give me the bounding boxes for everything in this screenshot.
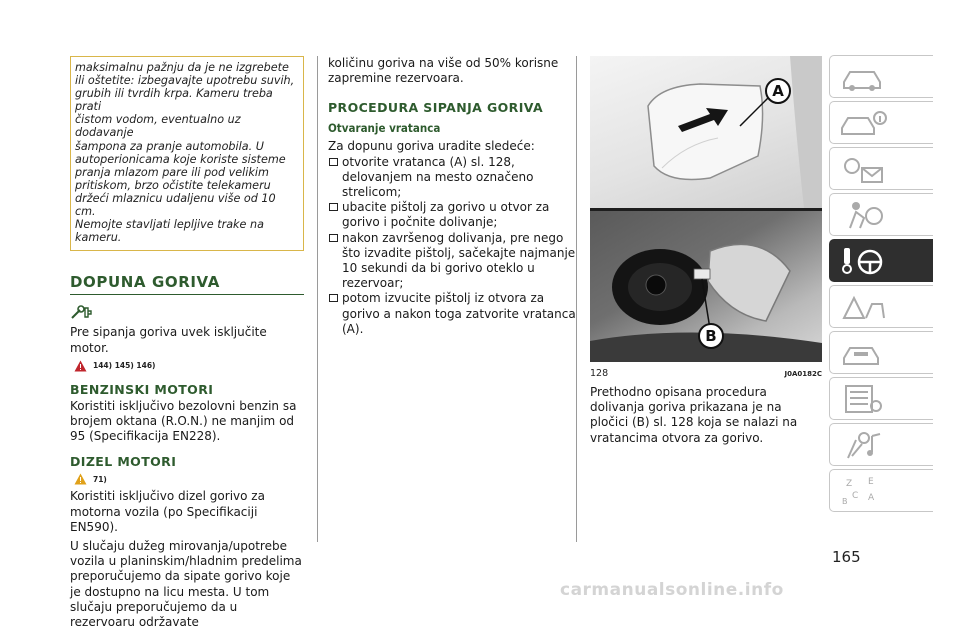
procedure-lead: Za dopunu goriva uradite sledeće: (328, 139, 535, 154)
warning-triangle-icon (74, 360, 87, 372)
tab-emergency[interactable] (829, 285, 933, 328)
figure-caption (590, 368, 822, 379)
note-line: maksimalnu pažnju da je ne izgrebete (75, 61, 289, 74)
tab-dashboard[interactable] (829, 55, 933, 98)
camera-care-note (70, 56, 304, 251)
svg-text:E: E (868, 477, 874, 487)
procedure-step: ubacite pištolj za gorivo u otvor za gorivo i počnite dolivanje; (328, 200, 578, 230)
bullet-square-icon (329, 294, 338, 302)
bullet-square-icon (329, 234, 338, 242)
fuel-flap-closed-photo (590, 56, 822, 208)
tab-specs[interactable] (829, 377, 933, 420)
tab-safety[interactable] (829, 193, 933, 236)
bullet-square-icon (329, 203, 338, 211)
bullet-square-icon (329, 158, 338, 166)
note-line: ili oštetite: izbegavajte upotrebu suvih, (75, 74, 295, 88)
subheading-opening-flap: Otvaranje vratanca (328, 121, 441, 136)
note-line: autoperionicama koje koriste sisteme (75, 152, 286, 166)
tab-service[interactable] (829, 331, 933, 374)
petrol-text: Koristiti isključivo bezolovni benzin sa brojem oktana (R.O.N.) ne manjim od 95 (Specifikacija EN228). (70, 398, 297, 444)
note-line: grubih ili tvrdih krpa. Kameru treba prati (75, 87, 273, 114)
fuel-flap-figure (590, 56, 822, 362)
label-b: B (698, 323, 724, 349)
figure-number: 128 (590, 368, 609, 379)
car-dashboard-icon (838, 60, 888, 94)
refuel-intro: Pre sipanja goriva uvek isključite motor. (70, 325, 267, 355)
note-line: pranja mlazom pare ili pod velikim (75, 165, 269, 179)
svg-text:C: C (852, 491, 859, 501)
specs-list-icon (838, 382, 888, 416)
svg-text:A: A (868, 493, 875, 503)
column-divider (317, 56, 318, 542)
multimedia-icon (838, 428, 888, 462)
svg-text:Z: Z (846, 479, 853, 489)
tab-starting-driving[interactable] (829, 239, 933, 282)
watermark: carmanualsonline.info (560, 580, 784, 600)
note-line: držeći mlaznicu udaljenu više od 10 cm. (75, 191, 276, 219)
note-line: šampona za pranje automobila. U (75, 139, 264, 153)
caution-ref-numbers: 71) (93, 474, 107, 484)
key-steering-icon (838, 244, 888, 278)
caution-references (74, 473, 304, 485)
engine-off-icon (70, 303, 304, 325)
continuation-text: količinu goriva na više od 50% korisne zapremine rezervoara. (328, 56, 559, 86)
note-line: pritiskom, brzo očistite telekameru (75, 178, 271, 192)
procedure-step: potom izvucite pištolj iz otvora za gorivo a nakon toga zatvorite vratanca (A). (328, 291, 578, 337)
tab-index[interactable] (829, 469, 933, 512)
fuel-flap-open-photo (590, 211, 822, 362)
column-divider (576, 56, 577, 542)
section-heading-refueling: DOPUNA GORIVA (70, 273, 304, 295)
figure-description: Prethodno opisana procedura dolivanja goriva prikazana je na pločici (B) sl. 128 koja se nalazi na vratancima otvora za gorivo. (590, 385, 798, 445)
car-service-icon (838, 336, 888, 370)
page-number: 165 (832, 548, 861, 566)
column-right (590, 56, 822, 446)
tab-lights-messages[interactable] (829, 147, 933, 190)
heading-petrol-engines: BENZINSKI MOTORI (70, 381, 214, 397)
warning-ref-numbers: 144) 145) 146) (93, 361, 156, 371)
caution-triangle-icon (74, 473, 87, 485)
procedure-step: nakon završenog dolivanja, pre nego što izvadite pištolj, sačekajte najmanje 10 sekundi da bi gorivo oteklo u rezervoar; (328, 231, 578, 292)
safety-airbag-icon (838, 198, 888, 232)
heading-refuel-procedure: PROCEDURA SIPANJA GORIVA (328, 100, 544, 116)
figure-code: J0A0182C (784, 369, 822, 378)
note-line: čistom vodom, eventualno uz dodavanje (75, 113, 241, 140)
column-middle (328, 56, 578, 337)
diesel-text-2: U slučaju dužeg mirovanja/upotrebe vozila u planinskim/hladnim predelima preporučujemo da sipate gorivo koje je dostupno na licu mesta. U tom slučaju preporučujemo da u rezervoaru održavate (70, 538, 302, 629)
label-a: A (765, 78, 791, 104)
note-line: Nemojte stavljati lepljive trake na kameru. (75, 218, 264, 245)
warning-references (74, 360, 304, 372)
column-left (70, 56, 304, 630)
tab-multimedia[interactable] (829, 423, 933, 466)
heading-diesel-engines: DIZEL MOTORI (70, 454, 177, 470)
car-info-icon (838, 106, 888, 140)
lights-message-icon (838, 152, 888, 186)
tab-car-info[interactable] (829, 101, 933, 144)
index-letters-icon (838, 474, 888, 508)
svg-text:B: B (842, 497, 848, 506)
warning-road-icon (838, 290, 888, 324)
diesel-text-1: Koristiti isključivo dizel gorivo za motorna vozila (po Specifikaciji EN590). (70, 489, 265, 534)
procedure-step: otvorite vratanca (A) sl. 128, delovanjem na mesto označeno strelicom; (328, 155, 578, 201)
chapter-tabs (829, 55, 933, 515)
